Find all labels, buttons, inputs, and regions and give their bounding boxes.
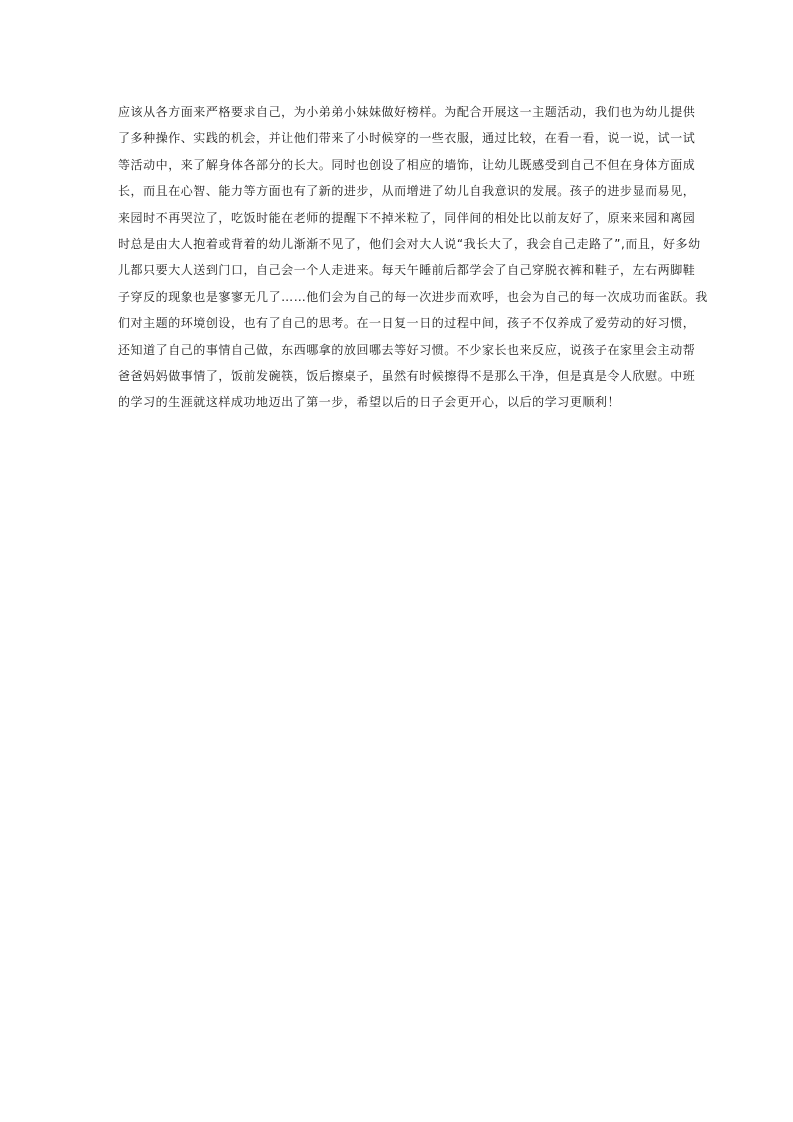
paragraph-line: 了多种操作、实践的机会，并让他们带来了小时候穿的一些衣服，通过比较，在看一看，说一说，试一试 (118, 131, 696, 146)
paragraph-line: 来园时不再哭泣了，吃饭时能在老师的提醒下不掉米粒了，同伴间的相处比以前友好了，原来来园和离园 (118, 210, 696, 225)
paragraph-line: 等活动中，来了解身体各部分的长大。同时也创设了相应的墙饰，让幼儿既感受到自己不但在身体方面成 (118, 157, 696, 172)
paragraph-line: 子穿反的现象也是寥寥无几了……他们会为自己的每一次进步而欢呼，也会为自己的每一次成功而雀跃。我 (118, 289, 708, 304)
paragraph-line: 还知道了自己的事情自己做，东西哪拿的放回哪去等好习惯。不少家长也来反应，说孩子在家里会主动帮 (118, 342, 696, 357)
paragraph-line: 应该从各方面来严格要求自己，为小弟弟小妹妹做好榜样。为配合开展这一主题活动，我们也为幼儿提供 (118, 105, 696, 119)
paragraph-line: 时总是由大人抱着或背着的幼儿渐渐不见了，他们会对大人说“我长大了，我会自己走路了”,而且，好多幼 (118, 237, 701, 252)
paragraph-line: 儿都只要大人送到门口，自己会一个人走进来。每天午睡前后都学会了自己穿脱衣裤和鞋子，左右两脚鞋 (118, 263, 696, 278)
paragraph-line: 们对主题的环境创设，也有了自己的思考。在一日复一日的过程中间，孩子不仅养成了爱劳动的好习惯， (118, 316, 696, 331)
paragraph-line: 爸爸妈妈做事情了，饭前发碗筷，饭后擦桌子，虽然有时候擦得不是那么干净，但是真是令人欣慰。中班 (118, 369, 696, 384)
paragraph-line: 长，而且在心智、能力等方面也有了新的进步，从而增进了幼儿自我意识的发展。孩子的进步显而易见， (118, 184, 696, 199)
body-paragraph (118, 99, 708, 416)
paragraph-line: 的学习的生涯就这样成功地迈出了第一步，希望以后的日子会更开心，以后的学习更顺利！ (118, 395, 621, 410)
